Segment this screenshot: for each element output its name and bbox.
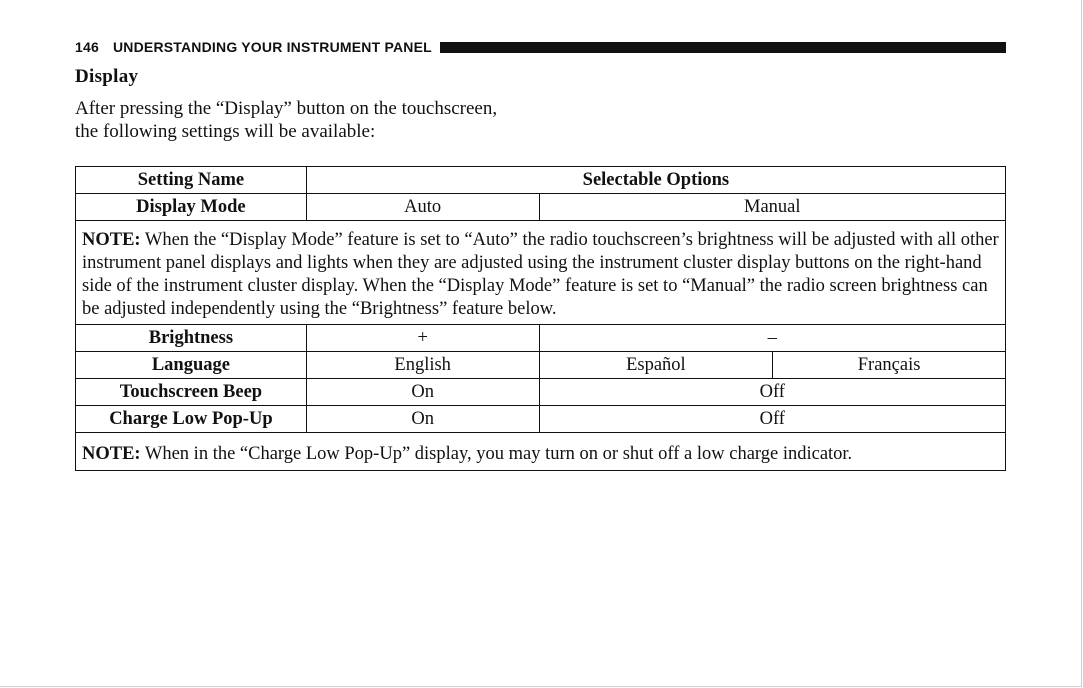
option-english: English xyxy=(306,352,539,379)
note-label: NOTE: xyxy=(82,443,141,464)
option-on: On xyxy=(306,406,539,433)
note-text: When in the “Charge Low Pop-Up” display, you may turn on or shut off a low charge indicator. xyxy=(140,443,853,464)
intro-line-2: the following settings will be available: xyxy=(75,121,376,142)
table-row-note-charge-low xyxy=(76,433,1006,471)
setting-name-language: Language xyxy=(76,352,307,379)
page-number: 146 xyxy=(75,39,99,55)
option-off: Off xyxy=(539,406,1005,433)
option-francais: Français xyxy=(773,352,1006,379)
header-selectable-options: Selectable Options xyxy=(306,167,1005,194)
table-row-brightness xyxy=(76,325,1006,352)
option-plus: + xyxy=(306,325,539,352)
header-rule xyxy=(440,42,1006,53)
header-setting-name: Setting Name xyxy=(76,167,307,194)
table-row-language xyxy=(76,352,1006,379)
note-display-mode xyxy=(76,221,1006,325)
setting-name-brightness: Brightness xyxy=(76,325,307,352)
option-minus: – xyxy=(539,325,1005,352)
option-manual: Manual xyxy=(539,194,1005,221)
option-espanol: Español xyxy=(539,352,773,379)
page-header xyxy=(75,38,1006,56)
intro-line-1: After pressing the “Display” button on the touchscreen, xyxy=(75,98,498,119)
section-title: Display xyxy=(75,66,139,87)
option-auto: Auto xyxy=(306,194,539,221)
setting-name-charge-low-popup: Charge Low Pop-Up xyxy=(76,406,307,433)
option-off: Off xyxy=(539,379,1005,406)
setting-name-touchscreen-beep: Touchscreen Beep xyxy=(76,379,307,406)
setting-name-display-mode: Display Mode xyxy=(76,194,307,221)
note-text: When the “Display Mode” feature is set to “Auto” the radio touchscreen’s brightness will be adjusted with all other instrument panel displays and lights when they are adjusted using the instrument cluster display buttons on the right-hand side of the instrument cluster display. When the “Display Mode” feature is set to “Manual” the radio screen brightness can be adjusted independently using the “Brightness” feature below. xyxy=(82,230,999,319)
table-row-note-display-mode xyxy=(76,221,1006,325)
settings-table xyxy=(75,166,1006,471)
table-row-charge-low-popup xyxy=(76,406,1006,433)
table-row-display-mode xyxy=(76,194,1006,221)
note-label: NOTE: xyxy=(82,230,141,250)
table-header-row xyxy=(76,167,1006,194)
note-charge-low-popup xyxy=(76,433,1006,471)
table-row-touchscreen-beep xyxy=(76,379,1006,406)
running-title: UNDERSTANDING YOUR INSTRUMENT PANEL xyxy=(112,39,432,55)
intro-paragraph xyxy=(75,97,595,143)
option-on: On xyxy=(306,379,539,406)
